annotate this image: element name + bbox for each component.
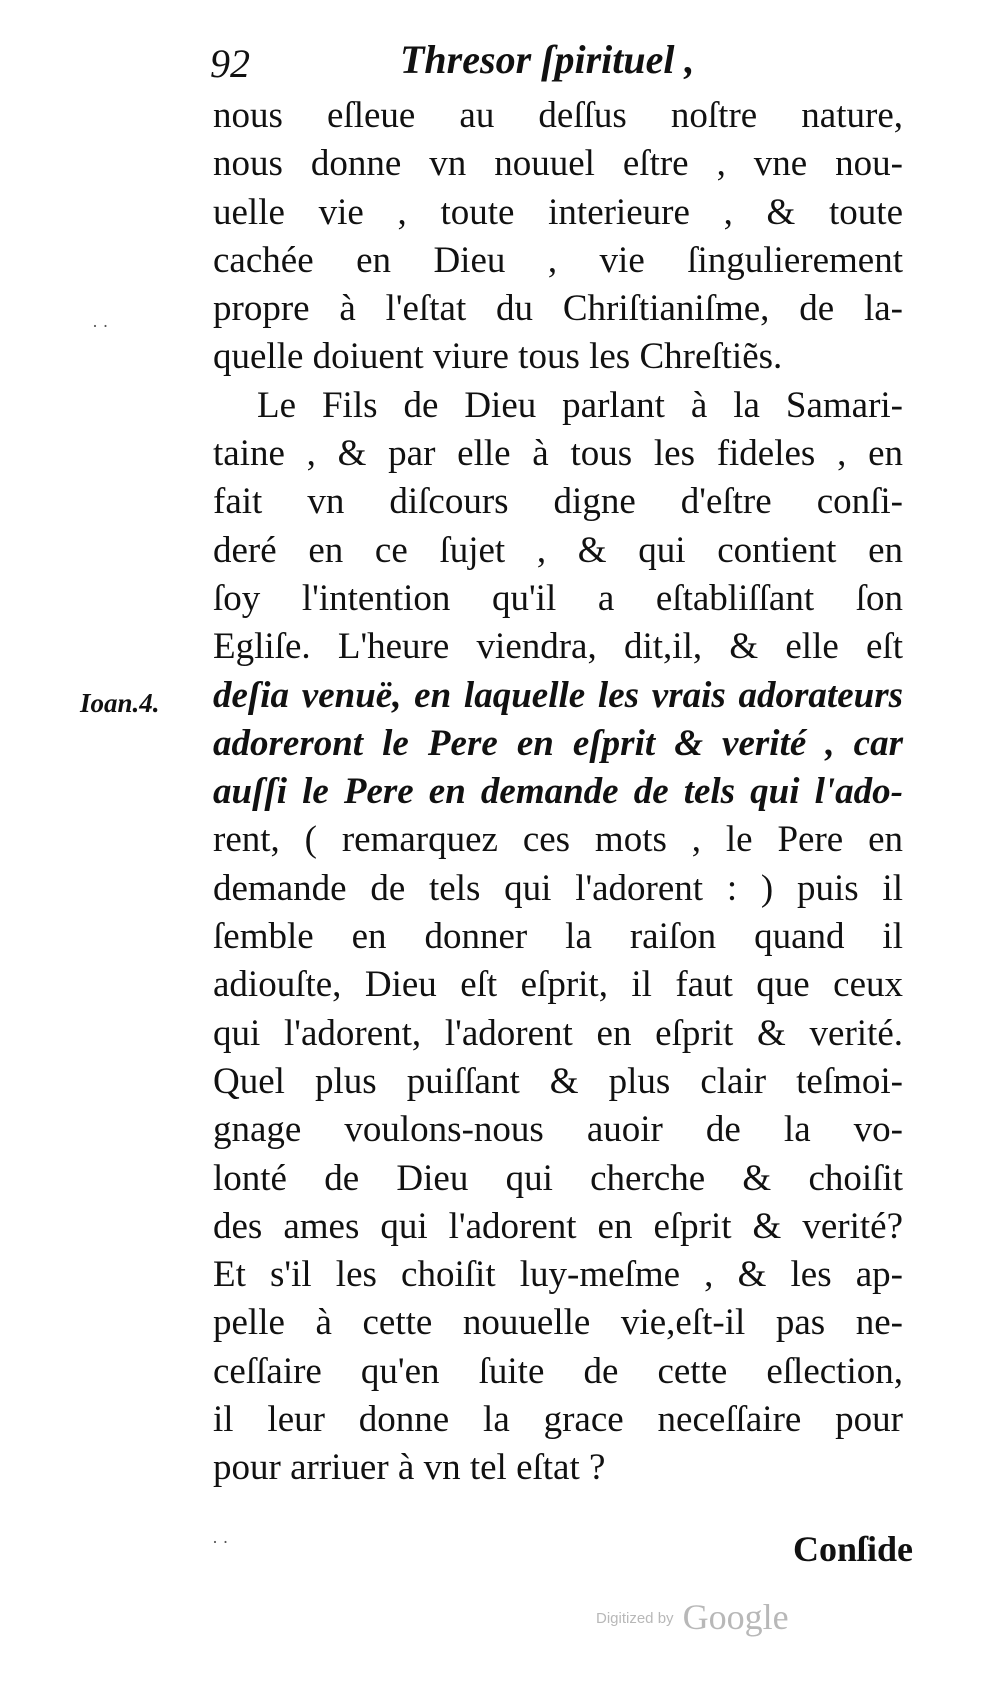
text-line-italic: adoreront le Pere en eſprit & verité , car [213, 722, 903, 764]
text-line: ceſſaire qu'en ſuite de cette eſlection, [213, 1350, 903, 1392]
text-line: nous eſleue au deſſus noſtre nature, [213, 95, 903, 136]
print-speck: · · [212, 1532, 229, 1552]
text-line: Le Fils de Dieu parlant à la Samari- [257, 384, 903, 426]
page-header [210, 30, 730, 90]
text-line: des ames qui l'adorent en eſprit & verité? [213, 1205, 903, 1247]
text-line: cachée en Dieu , vie ſingulierement [213, 239, 903, 281]
text-line: Egliſe. L'heure viendra, dit,il, & elle eſt [213, 626, 903, 668]
google-logo: Google [682, 1597, 789, 1637]
text-line: quelle doiuent viure tous les Chreſtiẽs. [213, 336, 783, 378]
text-line: taine , & par elle à tous les fideles , en [213, 433, 903, 475]
text-line: propre à l'eſtat du Chriſtianiſme, de la- [213, 288, 903, 330]
text-line: fait vn diſcours digne d'eſtre conſi- [213, 481, 903, 523]
page-number: 92 [210, 41, 250, 86]
text-line: lonté de Dieu qui cherche & choiſit [213, 1157, 903, 1199]
text-line: il leur donne la grace neceſſaire pour [213, 1399, 903, 1441]
margin-note: Ioan.4. [80, 688, 160, 718]
text-line: Et s'il les choiſit luy-meſme , & les ap- [213, 1254, 903, 1296]
digitized-watermark [596, 1596, 789, 1638]
text-line: rent, ( remarquez ces mots , le Pere en [213, 819, 903, 861]
text-line-italic: deſia venuë, en laquelle les vrais adorateurs [213, 674, 903, 716]
text-line: pour arriuer à vn tel eſtat ? [213, 1447, 606, 1489]
watermark-prefix: Digitized by [596, 1610, 674, 1627]
text-line: ſemble en donner la raiſon quand il [213, 916, 903, 958]
print-speck: · · [92, 316, 109, 336]
running-title: Thresor ſpirituel , [400, 37, 695, 82]
catchword: Conſide [792, 1529, 913, 1569]
text-line: qui l'adorent, l'adorent en eſprit & verité. [213, 1012, 903, 1054]
text-line: uelle vie , toute interieure , & toute [213, 191, 903, 233]
body-text [213, 92, 903, 1493]
text-line: demande de tels qui l'adorent : ) puis il [213, 867, 903, 909]
text-line: pelle à cette nouuelle vie,eſt-il pas ne- [213, 1302, 903, 1344]
text-line: gnage voulons-nous auoir de la vo- [213, 1109, 903, 1151]
text-line: adiouſte, Dieu eſt eſprit, il faut que ceux [213, 964, 903, 1006]
text-line: nous donne vn nouuel eſtre , vne nou- [213, 143, 903, 185]
text-line-italic: auſſi le Pere en demande de tels qui l'ado- [213, 771, 903, 813]
text-line: deré en ce ſujet , & qui contient en [213, 529, 903, 571]
text-line: Quel plus puiſſant & plus clair teſmoi- [213, 1060, 903, 1102]
text-line: ſoy l'intention qu'il a eſtabliſſant ſon [213, 577, 903, 619]
